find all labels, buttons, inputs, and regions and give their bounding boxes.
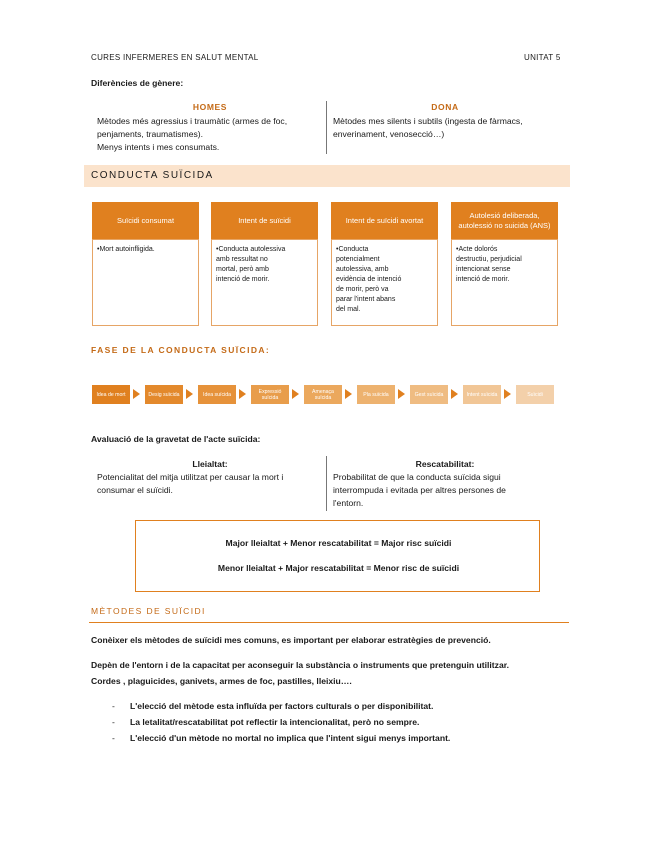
card-body-line: evidència de intenció [336,276,402,283]
card-body-line: potencialment [336,256,380,263]
phase-arrow-icon [239,389,246,399]
card-body-line: intenció de morir. [456,276,510,283]
phase-step: Amenaça suïcida [304,385,342,404]
lethality-line-2: consumar el suïcidi. [97,485,173,495]
phase-step: Intent suïcida [463,385,501,404]
section-title-suicidal-conduct: CONDUCTA SUÏCIDA [91,170,214,181]
phase-arrow-icon [186,389,193,399]
phase-arrow-icon [398,389,405,399]
card-body-line: parar l'intent abans [336,296,396,303]
gender-divider [326,101,327,154]
phase-arrow-icon [345,389,352,399]
card-body-line: intenció de morir. [216,276,270,283]
methods-bullet-3: L'elecció d'un mètode no mortal no implica que l'intent sigui menys important. [130,733,451,743]
severity-divider [326,456,327,511]
methods-bullet-1: L'elecció del mètode esta influïda per factors culturals o per disponibilitat. [130,701,434,711]
card-header-self-harm: Autolesió deliberada, autolessió no suicida (ANS) [451,202,558,239]
men-line-3: Menys intents i mes consumats. [97,142,220,152]
bullet-dash-icon: - [112,717,115,727]
phase-arrow-icon [504,389,511,399]
card-body-line: intencionat sense [456,266,511,273]
men-line-2: penjaments, traumatismes). [97,129,204,139]
card-body-line: del mal. [336,306,361,313]
card-body-completed-suicide [92,239,199,326]
card-header-suicide-attempt: Intent de suïcidi [211,202,318,239]
gender-heading: Diferències de gènere: [91,78,184,88]
card-body-line: autolessiva, amb [336,266,389,273]
methods-paragraph-1: Conèixer els mètodes de suïcidi mes comuns, es important per elaborar estratègies de prevenció. [91,635,491,645]
bullet-dash-icon: - [112,701,115,711]
methods-bullet-2: La letalitat/rescatabilitat pot reflectir la intencionalitat, però no sempre. [130,717,420,727]
phase-step: Expressió suïcida [251,385,289,404]
phase-arrow-icon [451,389,458,399]
card-body-line: •Conducta autolessiva [216,246,286,253]
lethality-line-1: Potencialitat del mitja utilitzat per causar la mort i [97,472,284,482]
men-line-1: Mètodes més agressius i traumàtic (armes de foc, [97,116,288,126]
rescue-line-1: Probabilitat de que la conducta suïcida sigui [333,472,501,482]
phase-step: Idea suïcida [198,385,236,404]
lethality-title: Lleialtat: [192,459,228,469]
document-header-title: CURES INFERMERES EN SALUT MENTAL [91,53,259,62]
phase-step: Suïcidi [516,385,554,404]
phase-arrow-icon [292,389,299,399]
women-line-1: Mètodes mes silents i subtils (ingesta de fàrmacs, [333,116,523,126]
card-body-aborted-attempt [331,239,438,326]
phase-step: Desig suïcida [145,385,183,404]
card-body-line: amb ressultat no [216,256,268,263]
risk-formula-low: Menor lleialtat + Major rescatabilitat = Menor risc de suïcidi [217,563,460,573]
card-header-completed-suicide: Suïcidi consumat [92,202,199,239]
severity-heading: Avaluació de la gravetat de l'acte suïcida: [91,434,261,444]
men-title: HOMES [192,102,228,112]
rescue-title: Rescatabilitat: [415,459,475,469]
document-header-unit: UNITAT 5 [524,53,561,62]
women-title: DONA [431,102,459,112]
section-title-phases: FASE DE LA CONDUCTA SUÏCIDA: [91,345,271,355]
card-body-self-harm [451,239,558,326]
card-body-line: •Acte dolorós [456,246,498,253]
methods-paragraph-2a: Depèn de l'entorn i de la capacitat per aconseguir la substància o instruments que pretenguin utilitzar. [91,660,509,670]
bullet-dash-icon: - [112,733,115,743]
card-body-line: mortal, però amb [216,266,269,273]
card-body-line: •Mort autoinfligida. [97,246,155,253]
methods-paragraph-2b: Cordes , plaguicides, ganivets, armes de foc, pastilles, lleixiu…. [91,676,352,686]
rescue-line-2: interrompuda i evitada per altres persones de [333,485,506,495]
card-header-aborted-attempt: Intent de suïcidi avortat [331,202,438,239]
card-body-suicide-attempt [211,239,318,326]
card-body-line: de morir, però va [336,286,389,293]
card-body-line: destructiu, perjudicial [456,256,522,263]
card-body-line: •Conducta [336,246,369,253]
section-title-methods: MÈTODES DE SUÏCIDI [91,606,206,616]
risk-formula-high: Major lleialtat + Menor rescatabilitat = Major risc suïcidi [225,538,452,548]
rescue-line-3: l'entorn. [333,498,364,508]
methods-title-underline [89,622,569,623]
risk-formula-box [135,520,540,592]
phase-step: Pla suïcida [357,385,395,404]
phase-step: Gest suïcida [410,385,448,404]
women-line-2: enverinament, venosecció…) [333,129,445,139]
phase-step: Idea de mort [92,385,130,404]
phase-arrow-icon [133,389,140,399]
